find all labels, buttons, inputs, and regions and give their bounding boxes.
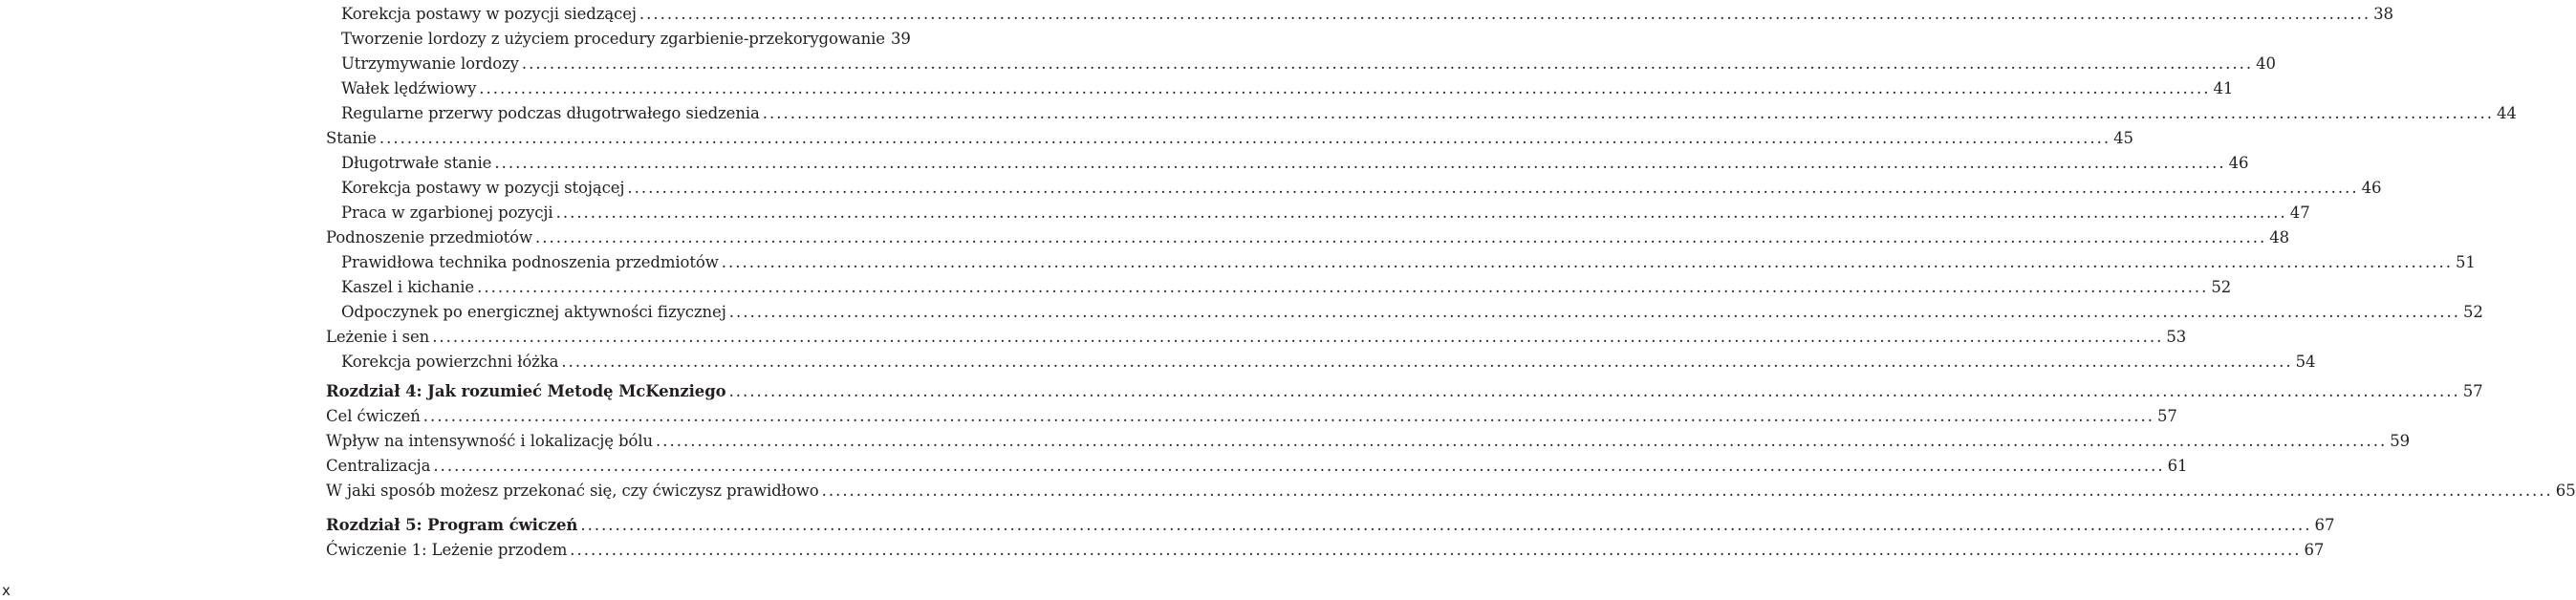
- toc-entry-page: 67: [2314, 516, 2335, 534]
- toc-entry: [326, 127, 2133, 150]
- toc-chapter-entry: [326, 514, 2335, 537]
- dot-leader: ..........................................................................................................................................................................................................................................................: [580, 516, 2312, 534]
- toc-entry-title: Wałek lędźwiowy: [341, 79, 477, 97]
- toc-entry: [341, 301, 2483, 324]
- toc-entry-title: Utrzymywanie lordozy: [341, 54, 519, 73]
- toc-entry-title: Praca w zgarbionej pozycji: [341, 204, 553, 222]
- dot-leader: ..........................................................................................................................................................................................................................................................: [535, 228, 2267, 246]
- toc-entry-title: Ćwiczenie 1: Leżenie przodem: [326, 541, 568, 559]
- dot-leader: ..........................................................................................................................................................................................................................................................: [422, 407, 2154, 425]
- toc-entry: [326, 405, 2177, 428]
- dot-leader: ..........................................................................................................................................................................................................................................................: [433, 457, 2165, 475]
- dot-leader: ..........................................................................................................................................................................................................................................................: [479, 79, 2211, 97]
- toc-entry: [341, 77, 2234, 100]
- toc-entry-page: 38: [2373, 5, 2393, 23]
- dot-leader: ..........................................................................................................................................................................................................................................................: [477, 278, 2209, 296]
- toc-entry-page: 52: [2462, 303, 2483, 321]
- toc-entry-title: Regularne przerwy podczas długotrwałego siedzenia: [341, 104, 760, 122]
- toc-entry-title: Stanie: [326, 129, 377, 147]
- toc-entry: [326, 455, 2188, 478]
- toc-entry: [326, 480, 2576, 503]
- toc-entry-title: Cel ćwiczeń: [326, 407, 421, 425]
- toc-entry-page: 59: [2390, 432, 2411, 450]
- toc-entry-page: 67: [2304, 541, 2325, 559]
- dot-leader: ..........................................................................................................................................................................................................................................................: [379, 129, 2111, 147]
- dot-leader: ..........................................................................................................................................................................................................................................................: [728, 303, 2460, 321]
- dot-leader: ..........................................................................................................................................................................................................................................................: [555, 204, 2287, 222]
- dot-leader: ..........................................................................................................................................................................................................................................................: [494, 154, 2226, 172]
- toc-entry-title: Centralizacja: [326, 457, 431, 475]
- toc-entry: [341, 177, 2382, 200]
- toc-entry-page: 46: [2361, 179, 2382, 197]
- toc-entry-page: 41: [2213, 79, 2234, 97]
- dot-leader: ..........................................................................................................................................................................................................................................................: [721, 253, 2453, 271]
- page-number: x: [2, 582, 11, 599]
- dot-leader: ..........................................................................................................................................................................................................................................................: [762, 104, 2494, 122]
- toc-entry: [341, 102, 2517, 125]
- toc-entry-page: 57: [2462, 382, 2483, 400]
- toc-entry-page: 57: [2157, 407, 2177, 425]
- toc-entry-page: 47: [2289, 204, 2310, 222]
- toc-entry-title: W jaki sposób możesz przekonać się, czy ćwiczysz prawidłowo: [326, 482, 819, 500]
- toc-entry-page: 45: [2113, 129, 2133, 147]
- toc-entry-title: Rozdział 5: Program ćwiczeń: [326, 516, 578, 534]
- dot-leader: ..........................................................................................................................................................................................................................................................: [656, 432, 2388, 450]
- toc-entry: [341, 202, 2310, 225]
- toc-entry-title: Korekcja powierzchni łóżka: [341, 353, 559, 371]
- toc-entry-title: Leżenie i sen: [326, 328, 430, 346]
- toc-entry-title: Rozdział 4: Jak rozumieć Metodę McKenziego: [326, 382, 726, 400]
- toc-entry: [341, 251, 2476, 274]
- toc-entry: [341, 351, 2316, 374]
- toc-entry-page: 39: [890, 30, 911, 48]
- dot-leader: ..........................................................................................................................................................................................................................................................: [561, 353, 2293, 371]
- dot-leader: ..........................................................................................................................................................................................................................................................: [570, 541, 2302, 559]
- toc-entry-page: 61: [2167, 457, 2188, 475]
- dot-leader: ..........................................................................................................................................................................................................................................................: [639, 5, 2371, 23]
- dot-leader: ..........................................................................................................................................................................................................................................................: [432, 328, 2164, 346]
- dot-leader: ..........................................................................................................................................................................................................................................................: [627, 179, 2359, 197]
- toc-entry-page: 51: [2456, 253, 2476, 271]
- toc-entry-title: Odpoczynek po energicznej aktywności fizycznej: [341, 303, 726, 321]
- toc-entry: [326, 226, 2290, 249]
- toc-entry-page: 54: [2295, 353, 2316, 371]
- toc-entry-page: 52: [2211, 278, 2232, 296]
- toc-entry-title: Długotrwałe stanie: [341, 154, 492, 172]
- toc-entry-title: Prawidłowa technika podnoszenia przedmiotów: [341, 253, 719, 271]
- toc-entry: [341, 53, 2276, 75]
- toc-entry: [341, 276, 2232, 299]
- toc-entry: [326, 539, 2325, 562]
- toc-entry-title: Tworzenie lordozy z użyciem procedury zgarbienie-przekorygowanie: [341, 30, 885, 48]
- toc-entry-title: Korekcja postawy w pozycji stojącej: [341, 179, 625, 197]
- toc-entry: [341, 3, 2393, 26]
- toc-entry: [341, 152, 2249, 175]
- toc-entry: [341, 28, 911, 51]
- dot-leader: ..........................................................................................................................................................................................................................................................: [728, 382, 2460, 400]
- toc-entry-title: Podnoszenie przedmiotów: [326, 228, 533, 246]
- toc-entry-page: 65: [2555, 482, 2576, 500]
- toc-entry-page: 48: [2269, 228, 2290, 246]
- dot-leader: ..........................................................................................................................................................................................................................................................: [821, 482, 2553, 500]
- toc-chapter-entry: [326, 380, 2483, 403]
- toc-entry-page: 40: [2256, 54, 2276, 73]
- toc-entry: [326, 430, 2411, 453]
- toc-entry-title: Kaszel i kichanie: [341, 278, 475, 296]
- toc-entry-page: 53: [2166, 328, 2187, 346]
- toc-entry-title: Wpływ na intensywność i lokalizację bólu: [326, 432, 654, 450]
- toc-entry-page: 44: [2497, 104, 2517, 122]
- toc-entry-title: Korekcja postawy w pozycji siedzącej: [341, 5, 637, 23]
- dot-leader: ..........................................................................................................................................................................................................................................................: [521, 54, 2254, 73]
- toc-entry-page: 46: [2228, 154, 2249, 172]
- toc-entry: [326, 326, 2187, 349]
